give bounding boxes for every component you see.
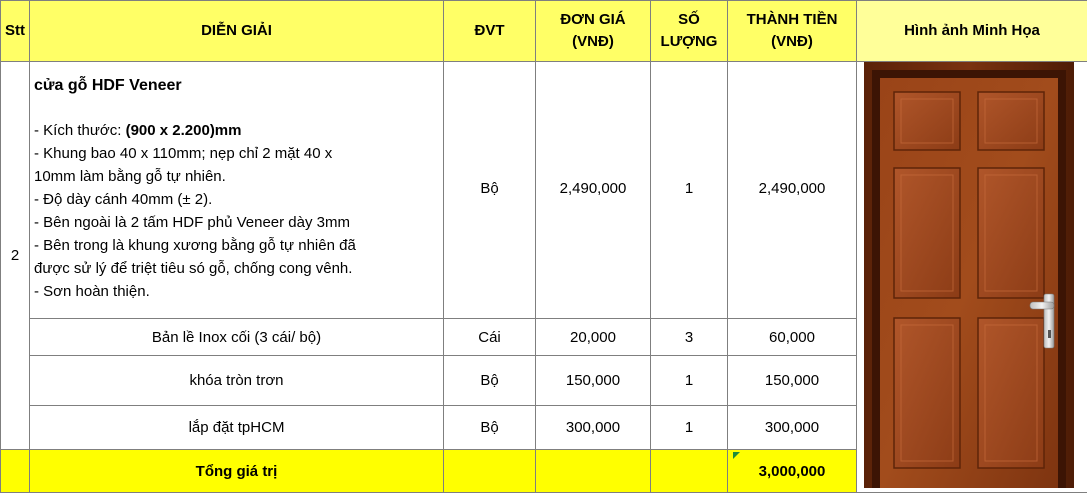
main-item-spec-line: được sử lý để triệt tiêu só gỗ, chống cong vênh. (34, 260, 353, 277)
total-unit-cell (444, 450, 536, 493)
header-stt: Stt (1, 1, 30, 62)
main-item-spec-line: - Khung bao 40 x 110mm; nẹp chỉ 2 mặt 40 x (34, 145, 333, 162)
main-item-total: 2,490,000 (728, 62, 857, 319)
door-image (864, 62, 1074, 488)
row-total: 150,000 (728, 356, 857, 406)
row-price: 300,000 (536, 406, 651, 450)
total-stt-cell (1, 450, 30, 493)
header-line-total-line1: THÀNH TIỀN (746, 11, 838, 28)
header-image: Hình ảnh Minh Họa (857, 1, 1087, 62)
main-item-unit: Bộ (444, 62, 536, 319)
header-unit-price-line1: ĐƠN GIÁ (560, 11, 626, 28)
main-item-spec-line: 10mm làm bằng gỗ tự nhiên. (34, 168, 226, 185)
header-unit: ĐVT (444, 1, 536, 62)
total-label: Tổng giá trị (30, 450, 444, 493)
row-unit: Cái (444, 319, 536, 356)
header-line-total-line2: (VNĐ) (771, 33, 813, 50)
header-unit-price-line2: (VNĐ) (572, 33, 614, 50)
header-unit-price (536, 1, 651, 62)
main-item-spec-line: - Sơn hoàn thiện. (34, 283, 150, 300)
total-price-cell (536, 450, 651, 493)
main-item-title: cửa gỗ HDF Veneer (34, 77, 182, 94)
total-qty-cell (651, 450, 728, 493)
row-qty: 3 (651, 319, 728, 356)
row-price: 150,000 (536, 356, 651, 406)
row-price: 20,000 (536, 319, 651, 356)
row-total: 60,000 (728, 319, 857, 356)
header-line-total (728, 1, 857, 62)
row-stt: 2 (1, 62, 30, 450)
cell-note-marker (733, 452, 740, 459)
header-quantity-line2: LƯỢNG (660, 33, 718, 50)
row-description: Bản lề Inox cối (3 cái/ bộ) (30, 319, 444, 356)
main-item-price: 2,490,000 (536, 62, 651, 319)
row-qty: 1 (651, 356, 728, 406)
main-item-size-prefix: - Kích thước: (34, 122, 126, 139)
row-qty: 1 (651, 406, 728, 450)
main-item-spec-line: - Bên ngoài là 2 tấm HDF phủ Veneer dày 3mm (34, 214, 350, 231)
row-description: lắp đặt tpHCM (30, 406, 444, 450)
main-item-size-value: (900 x 2.200)mm (125, 122, 242, 139)
row-total: 300,000 (728, 406, 857, 450)
row-unit: Bộ (444, 356, 536, 406)
grand-total: 3,000,000 (728, 450, 857, 493)
main-item-size (34, 119, 439, 142)
header-row (1, 1, 1087, 62)
wooden-door-illustration-icon (864, 62, 1074, 488)
main-item-spec-line: - Độ dày cánh 40mm (± 2). (34, 191, 213, 208)
header-quantity (651, 1, 728, 62)
row-description: khóa tròn trơn (30, 356, 444, 406)
main-item-qty: 1 (651, 62, 728, 319)
header-description: DIỄN GIẢI (30, 1, 444, 62)
row-unit: Bộ (444, 406, 536, 450)
main-item-spec-line: - Bên trong là khung xương bằng gỗ tự nhiên đã (34, 237, 356, 254)
main-item-description (30, 62, 444, 319)
header-quantity-line1: SỐ (678, 11, 700, 28)
